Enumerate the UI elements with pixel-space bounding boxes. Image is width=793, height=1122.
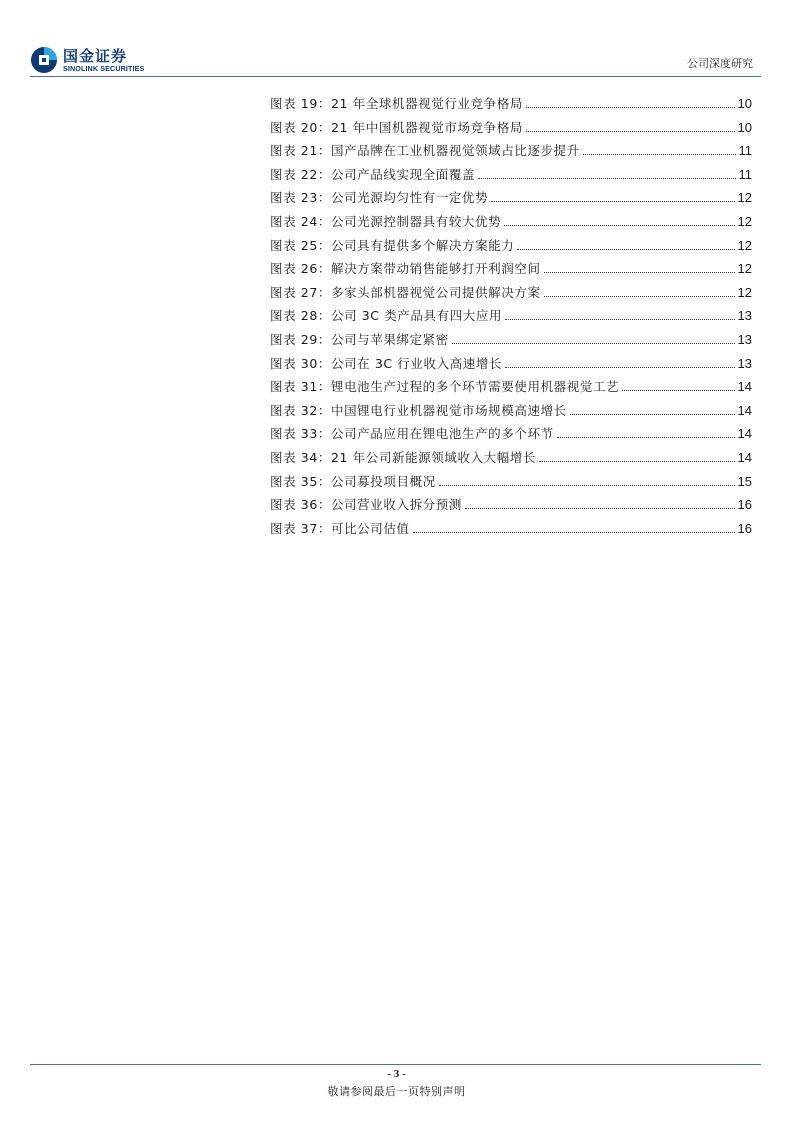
toc-figure-title: 21 年中国机器视觉市场竞争格局 bbox=[330, 119, 523, 135]
page-number: - 3 - bbox=[387, 1068, 406, 1080]
toc-figure-title: 多家头部机器视觉公司提供解决方案 bbox=[330, 284, 541, 300]
toc-page-number: 13 bbox=[737, 308, 752, 324]
toc-page-number: 12 bbox=[737, 213, 752, 229]
toc-page-number: 16 bbox=[737, 520, 752, 536]
toc-page-number: 14 bbox=[737, 402, 752, 418]
toc-figure-number: 图表 22： bbox=[270, 166, 331, 182]
toc-entry[interactable] bbox=[270, 165, 752, 189]
toc-dot-leader bbox=[544, 272, 735, 273]
toc-page-number: 14 bbox=[737, 449, 752, 465]
toc-page-number: 13 bbox=[737, 331, 752, 347]
toc-figure-title: 公司在 3C 行业收入高速增长 bbox=[330, 355, 503, 371]
disclaimer-text: 敬请参阅最后一页特别声明 bbox=[327, 1085, 466, 1098]
toc-figure-title: 中国锂电行业机器视觉市场规模高速增长 bbox=[330, 402, 567, 418]
toc-entry[interactable] bbox=[270, 495, 752, 519]
toc-dot-leader bbox=[622, 390, 734, 391]
toc-entry[interactable] bbox=[270, 401, 752, 425]
toc-figure-number: 图表 34： bbox=[270, 449, 331, 465]
toc-page-number: 15 bbox=[737, 473, 752, 489]
brand-logo bbox=[30, 44, 144, 76]
toc-entry[interactable] bbox=[270, 259, 752, 283]
toc-figure-number: 图表 23： bbox=[270, 190, 331, 206]
toc-figure-number: 图表 29： bbox=[270, 331, 331, 347]
toc-dot-leader bbox=[439, 485, 735, 486]
toc-dot-leader bbox=[491, 201, 734, 202]
toc-dot-leader bbox=[478, 178, 735, 179]
toc-figure-title: 公司产品应用在锂电池生产的多个环节 bbox=[330, 426, 554, 442]
toc-dot-leader bbox=[452, 343, 735, 344]
figure-index-list bbox=[270, 94, 752, 542]
toc-figure-title: 公司具有提供多个解决方案能力 bbox=[330, 237, 515, 253]
toc-figure-number: 图表 25： bbox=[270, 237, 331, 253]
toc-figure-number: 图表 20： bbox=[270, 119, 331, 135]
toc-dot-leader bbox=[504, 225, 734, 226]
toc-dot-leader bbox=[413, 532, 735, 533]
toc-figure-number: 图表 19： bbox=[270, 96, 331, 111]
toc-dot-leader bbox=[517, 249, 734, 250]
toc-entry[interactable] bbox=[270, 118, 752, 142]
toc-figure-title: 公司营业收入拆分预测 bbox=[330, 497, 462, 513]
toc-figure-title: 公司 3C 类产品具有四大应用 bbox=[330, 308, 503, 324]
page-header bbox=[0, 0, 793, 80]
toc-figure-title: 21 年公司新能源领域收入大幅增长 bbox=[330, 449, 537, 465]
toc-dot-leader bbox=[539, 461, 734, 462]
toc-page-number: 14 bbox=[737, 426, 752, 442]
toc-figure-number: 图表 31： bbox=[270, 379, 331, 395]
toc-figure-number: 图表 37： bbox=[270, 520, 331, 536]
header-divider bbox=[30, 76, 761, 77]
toc-figure-number: 图表 24： bbox=[270, 213, 331, 229]
toc-figure-number: 图表 36： bbox=[270, 497, 331, 513]
toc-entry[interactable] bbox=[270, 519, 752, 543]
toc-figure-number: 图表 35： bbox=[270, 473, 331, 489]
toc-figure-number: 图表 32： bbox=[270, 402, 331, 418]
toc-dot-leader bbox=[583, 154, 736, 155]
toc-figure-title: 21 年全球机器视觉行业竞争格局 bbox=[330, 96, 523, 111]
toc-dot-leader bbox=[505, 367, 734, 368]
toc-entry[interactable] bbox=[270, 141, 752, 165]
toc-figure-number: 图表 33： bbox=[270, 426, 331, 442]
toc-dot-leader bbox=[526, 131, 735, 132]
toc-entry[interactable] bbox=[270, 306, 752, 330]
toc-figure-number: 图表 21： bbox=[270, 143, 331, 159]
toc-figure-number: 图表 28： bbox=[270, 308, 331, 324]
toc-page-number: 12 bbox=[737, 190, 752, 206]
logo-english-name: SINOLINK SECURITIES bbox=[63, 63, 145, 73]
toc-page-number: 10 bbox=[737, 96, 752, 111]
toc-entry[interactable] bbox=[270, 330, 752, 354]
toc-figure-title: 解决方案带动销售能够打开利润空间 bbox=[330, 261, 541, 277]
toc-page-number: 16 bbox=[737, 497, 752, 513]
toc-page-number: 14 bbox=[737, 379, 752, 395]
toc-figure-number: 图表 27： bbox=[270, 284, 331, 300]
sinolink-logo-icon bbox=[30, 46, 58, 74]
logo-chinese-name: 国金证券 bbox=[63, 46, 128, 65]
toc-page-number: 12 bbox=[737, 284, 752, 300]
toc-page-number: 13 bbox=[737, 355, 752, 371]
toc-entry[interactable] bbox=[270, 188, 752, 212]
toc-figure-number: 图表 30： bbox=[270, 355, 331, 371]
report-type-label: 公司深度研究 bbox=[687, 57, 753, 70]
toc-entry[interactable] bbox=[270, 236, 752, 260]
toc-entry[interactable] bbox=[270, 354, 752, 378]
toc-figure-title: 公司与苹果绑定紧密 bbox=[330, 331, 449, 347]
toc-dot-leader bbox=[570, 414, 735, 415]
toc-page-number: 11 bbox=[738, 166, 752, 182]
toc-figure-title: 锂电池生产过程的多个环节需要使用机器视觉工艺 bbox=[330, 379, 620, 395]
toc-entry[interactable] bbox=[270, 212, 752, 236]
toc-entry[interactable] bbox=[270, 94, 752, 118]
toc-figure-title: 可比公司估值 bbox=[330, 520, 410, 536]
toc-dot-leader bbox=[526, 107, 735, 108]
toc-figure-title: 公司产品线实现全面覆盖 bbox=[330, 166, 476, 182]
toc-dot-leader bbox=[505, 319, 734, 320]
toc-page-number: 12 bbox=[737, 237, 752, 253]
toc-page-number: 11 bbox=[738, 143, 752, 159]
toc-page-number: 12 bbox=[737, 261, 752, 277]
toc-page-number: 10 bbox=[737, 119, 752, 135]
toc-entry[interactable] bbox=[270, 448, 752, 472]
toc-entry[interactable] bbox=[270, 424, 752, 448]
toc-dot-leader bbox=[544, 296, 735, 297]
toc-figure-title: 公司募投项目概况 bbox=[330, 473, 436, 489]
toc-entry[interactable] bbox=[270, 472, 752, 496]
toc-figure-number: 图表 26： bbox=[270, 261, 331, 277]
footer-divider bbox=[30, 1064, 761, 1065]
toc-figure-title: 国产品牌在工业机器视觉领域占比逐步提升 bbox=[330, 143, 580, 159]
toc-dot-leader bbox=[557, 437, 735, 438]
toc-figure-title: 公司光源控制器具有较大优势 bbox=[330, 213, 502, 229]
toc-figure-title: 公司光源均匀性有一定优势 bbox=[330, 190, 489, 206]
toc-dot-leader bbox=[465, 508, 735, 509]
toc-entry[interactable] bbox=[270, 377, 752, 401]
toc-entry[interactable] bbox=[270, 283, 752, 307]
